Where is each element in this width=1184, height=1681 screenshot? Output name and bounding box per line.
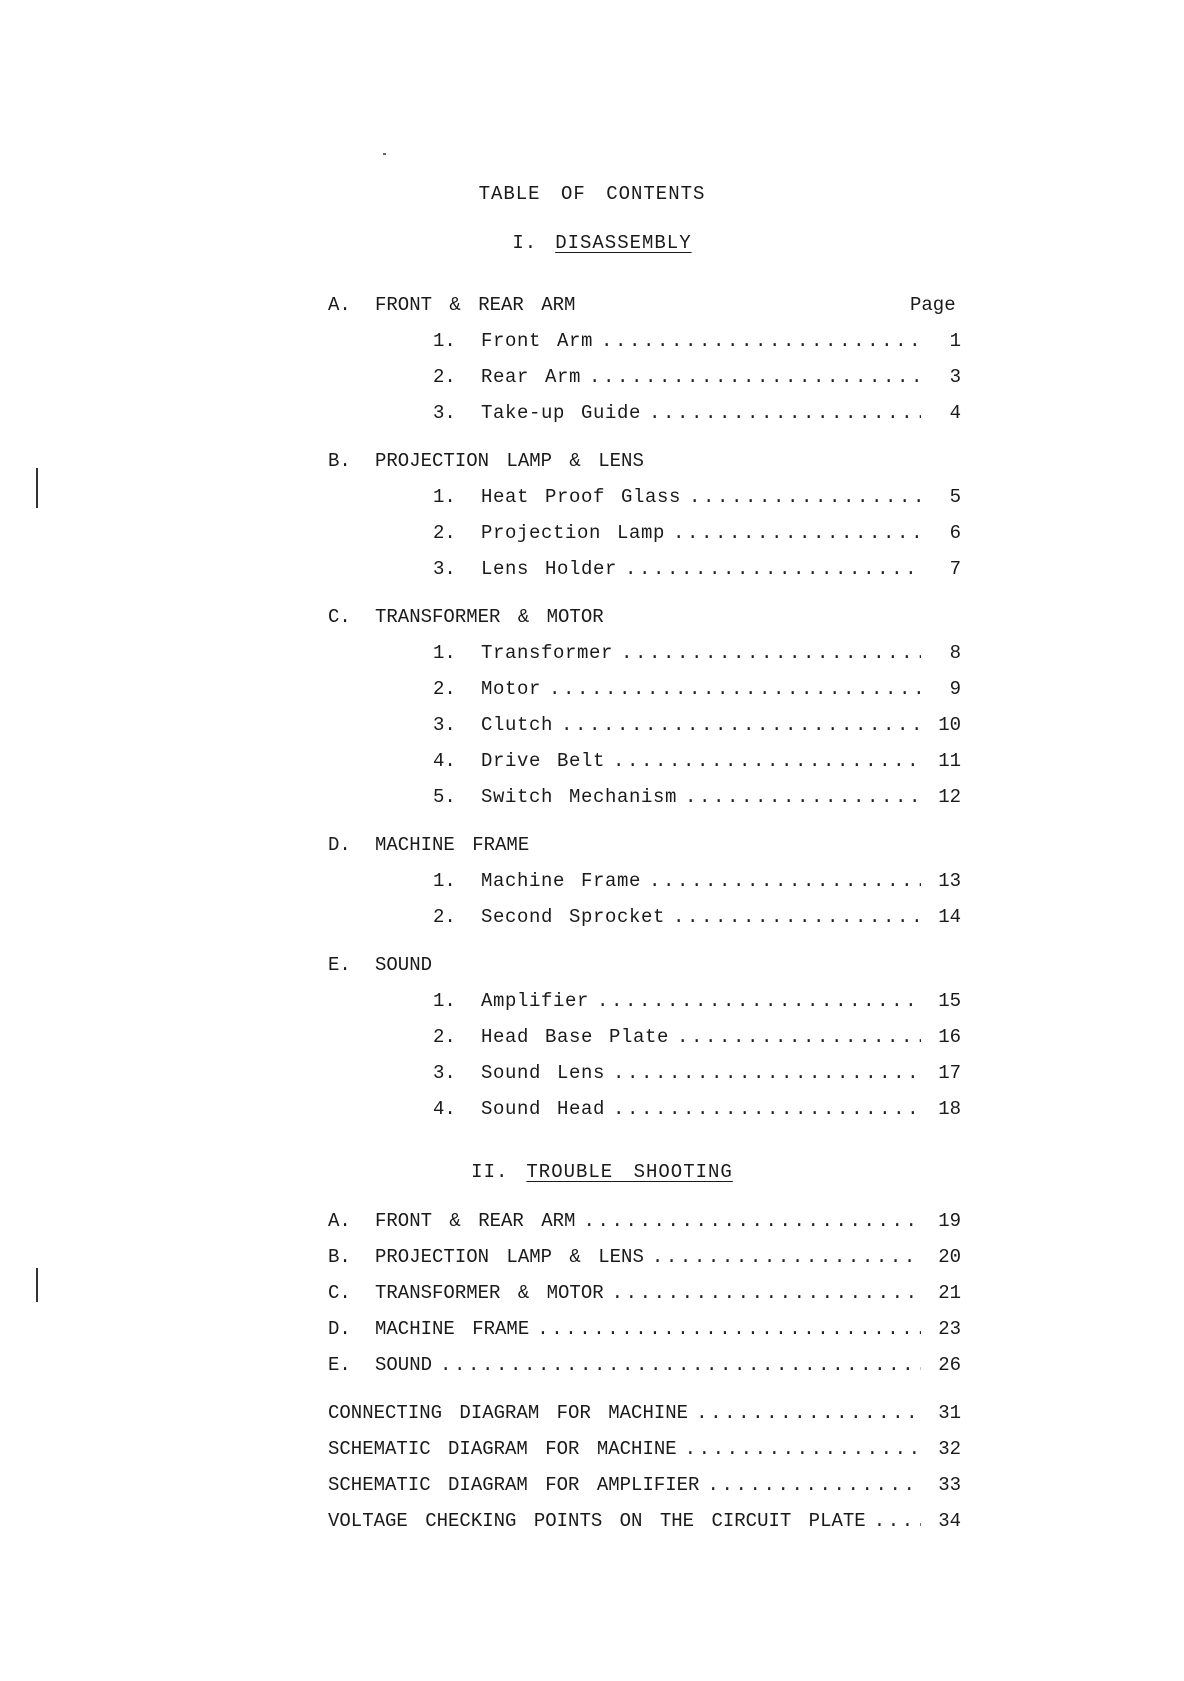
toc-entry [433, 641, 961, 665]
troubleshooting-entry [328, 1245, 961, 1269]
toc-entry [433, 989, 961, 1013]
entry-letter: A. [328, 1210, 351, 1232]
entry-label: SOUND [375, 1354, 433, 1376]
entry-number: 3. [433, 1062, 456, 1084]
dot-leader [440, 1353, 921, 1377]
entry-page: 21 [938, 1282, 961, 1304]
entry-page: 26 [938, 1354, 961, 1376]
section-heading-e [0, 953, 1184, 977]
section-title: PROJECTION LAMP & LENS [375, 450, 644, 472]
part-numeral: II. [471, 1161, 509, 1183]
toc-entry [433, 749, 961, 773]
entry-label: SCHEMATIC DIAGRAM FOR AMPLIFIER [328, 1474, 700, 1496]
document-title: TABLE OF CONTENTS [478, 183, 706, 205]
diagram-entry [328, 1473, 961, 1497]
dot-leader [612, 1281, 921, 1305]
dot-leader [673, 905, 921, 929]
entry-label: Switch Mechanism [481, 786, 678, 808]
dot-leader [597, 989, 921, 1013]
dot-leader [649, 869, 921, 893]
dot-leader [685, 1437, 921, 1461]
entry-page: 5 [949, 486, 961, 508]
entry-number: 1. [433, 330, 456, 352]
entry-label: Sound Lens [481, 1062, 606, 1084]
entry-letter: E. [328, 1354, 351, 1376]
entry-letter: B. [328, 1246, 351, 1268]
scan-margin-mark [36, 468, 38, 508]
entry-page: 12 [938, 786, 961, 808]
entry-number: 4. [433, 750, 456, 772]
dot-leader [613, 749, 921, 773]
diagram-entry [328, 1509, 961, 1533]
entry-label: Machine Frame [481, 870, 642, 892]
entry-page: 4 [949, 402, 961, 424]
entry-page: 11 [938, 750, 961, 772]
page-column-label: Page [910, 294, 956, 316]
toc-entry [433, 521, 961, 545]
dot-leader [673, 521, 921, 545]
entry-label: CONNECTING DIAGRAM FOR MACHINE [328, 1402, 689, 1424]
toc-entry [433, 485, 961, 509]
entry-page: 18 [938, 1098, 961, 1120]
entry-page: 32 [938, 1438, 961, 1460]
toc-entry [433, 1061, 961, 1085]
entry-page: 8 [949, 642, 961, 664]
troubleshooting-entry [328, 1209, 961, 1233]
entry-number: 1. [433, 870, 456, 892]
entry-label: Rear Arm [481, 366, 582, 388]
dot-leader [677, 1025, 921, 1049]
entry-letter: D. [328, 1318, 351, 1340]
entry-number: 2. [433, 906, 456, 928]
dot-leader [649, 401, 921, 425]
entry-page: 10 [938, 714, 961, 736]
entry-label: Sound Head [481, 1098, 606, 1120]
entry-page: 3 [949, 366, 961, 388]
part-title: DISASSEMBLY [555, 232, 692, 254]
entry-number: 3. [433, 714, 456, 736]
toc-entry [433, 401, 961, 425]
toc-entry [433, 557, 961, 581]
section-letter: C. [328, 606, 351, 628]
section-title: MACHINE FRAME [375, 834, 530, 856]
entry-number: 2. [433, 522, 456, 544]
entry-label: Take-up Guide [481, 402, 642, 424]
dot-leader [601, 329, 921, 353]
entry-number: 2. [433, 1026, 456, 1048]
dot-leader [583, 1209, 921, 1233]
dot-leader [707, 1473, 921, 1497]
toc-entry [433, 905, 961, 929]
toc-entry [433, 1097, 961, 1121]
dot-leader [589, 365, 921, 389]
entry-page: 31 [938, 1402, 961, 1424]
dot-leader [685, 785, 921, 809]
section-letter: B. [328, 450, 351, 472]
dot-leader [613, 1097, 921, 1121]
entry-label: Front Arm [481, 330, 594, 352]
troubleshooting-entry [328, 1317, 961, 1341]
dot-leader [537, 1317, 921, 1341]
entry-number: 3. [433, 402, 456, 424]
toc-entry [433, 713, 961, 737]
dot-leader [689, 485, 921, 509]
entry-label: Transformer [481, 642, 614, 664]
section-title: TRANSFORMER & MOTOR [375, 606, 604, 628]
section-heading-a [0, 293, 1184, 317]
entry-page: 19 [938, 1210, 961, 1232]
dot-leader [549, 677, 921, 701]
scan-speck [383, 153, 386, 155]
entry-label: Head Base Plate [481, 1026, 670, 1048]
section-title: SOUND [375, 954, 433, 976]
entry-number: 1. [433, 486, 456, 508]
entry-number: 1. [433, 642, 456, 664]
toc-entry [433, 677, 961, 701]
scan-margin-mark [36, 1268, 38, 1302]
section-letter: D. [328, 834, 351, 856]
entry-number: 3. [433, 558, 456, 580]
entry-label: Lens Holder [481, 558, 618, 580]
entry-label: MACHINE FRAME [375, 1318, 530, 1340]
diagram-entry [328, 1437, 961, 1461]
toc-entry [433, 785, 961, 809]
entry-number: 4. [433, 1098, 456, 1120]
diagram-entry [328, 1401, 961, 1425]
section-heading-c [0, 605, 1184, 629]
toc-entry [433, 329, 961, 353]
section-letter: A. [328, 294, 351, 316]
dot-leader [625, 557, 921, 581]
entry-page: 34 [938, 1510, 961, 1532]
entry-number: 2. [433, 678, 456, 700]
entry-page: 20 [938, 1246, 961, 1268]
part-numeral: I. [512, 232, 538, 254]
toc-entry [433, 365, 961, 389]
entry-label: SCHEMATIC DIAGRAM FOR MACHINE [328, 1438, 677, 1460]
entry-number: 1. [433, 990, 456, 1012]
section-letter: E. [328, 954, 351, 976]
entry-page: 23 [938, 1318, 961, 1340]
part-heading-disassembly [0, 232, 1184, 254]
entry-label: Drive Belt [481, 750, 606, 772]
section-heading-b [0, 449, 1184, 473]
section-heading-d [0, 833, 1184, 857]
troubleshooting-entry [328, 1353, 961, 1377]
entry-letter: C. [328, 1282, 351, 1304]
entry-label: PROJECTION LAMP & LENS [375, 1246, 644, 1268]
entry-page: 16 [938, 1026, 961, 1048]
troubleshooting-entry [328, 1281, 961, 1305]
dot-leader [621, 641, 921, 665]
entry-page: 33 [938, 1474, 961, 1496]
entry-label: Heat Proof Glass [481, 486, 682, 508]
entry-label: TRANSFORMER & MOTOR [375, 1282, 604, 1304]
entry-number: 2. [433, 366, 456, 388]
dot-leader [696, 1401, 921, 1425]
entry-label: Motor [481, 678, 542, 700]
entry-label: Clutch [481, 714, 554, 736]
toc-entry [433, 869, 961, 893]
entry-page: 1 [949, 330, 961, 352]
entry-page: 13 [938, 870, 961, 892]
part-heading-trouble-shooting [0, 1161, 1184, 1183]
entry-label: Second Sprocket [481, 906, 666, 928]
entry-page: 15 [938, 990, 961, 1012]
entry-page: 17 [938, 1062, 961, 1084]
dot-leader [613, 1061, 921, 1085]
entry-label: FRONT & REAR ARM [375, 1210, 576, 1232]
dot-leader [652, 1245, 921, 1269]
entry-page: 9 [949, 678, 961, 700]
entry-page: 6 [949, 522, 961, 544]
entry-number: 5. [433, 786, 456, 808]
section-title: FRONT & REAR ARM [375, 294, 576, 316]
dot-leader [561, 713, 921, 737]
entry-page: 14 [938, 906, 961, 928]
entry-label: VOLTAGE CHECKING POINTS ON THE CIRCUIT PLATE [328, 1510, 866, 1532]
entry-label: Projection Lamp [481, 522, 666, 544]
dot-leader [874, 1509, 921, 1533]
entry-label: Amplifier [481, 990, 590, 1012]
toc-entry [433, 1025, 961, 1049]
entry-page: 7 [949, 558, 961, 580]
part-title: TROUBLE SHOOTING [526, 1161, 733, 1183]
